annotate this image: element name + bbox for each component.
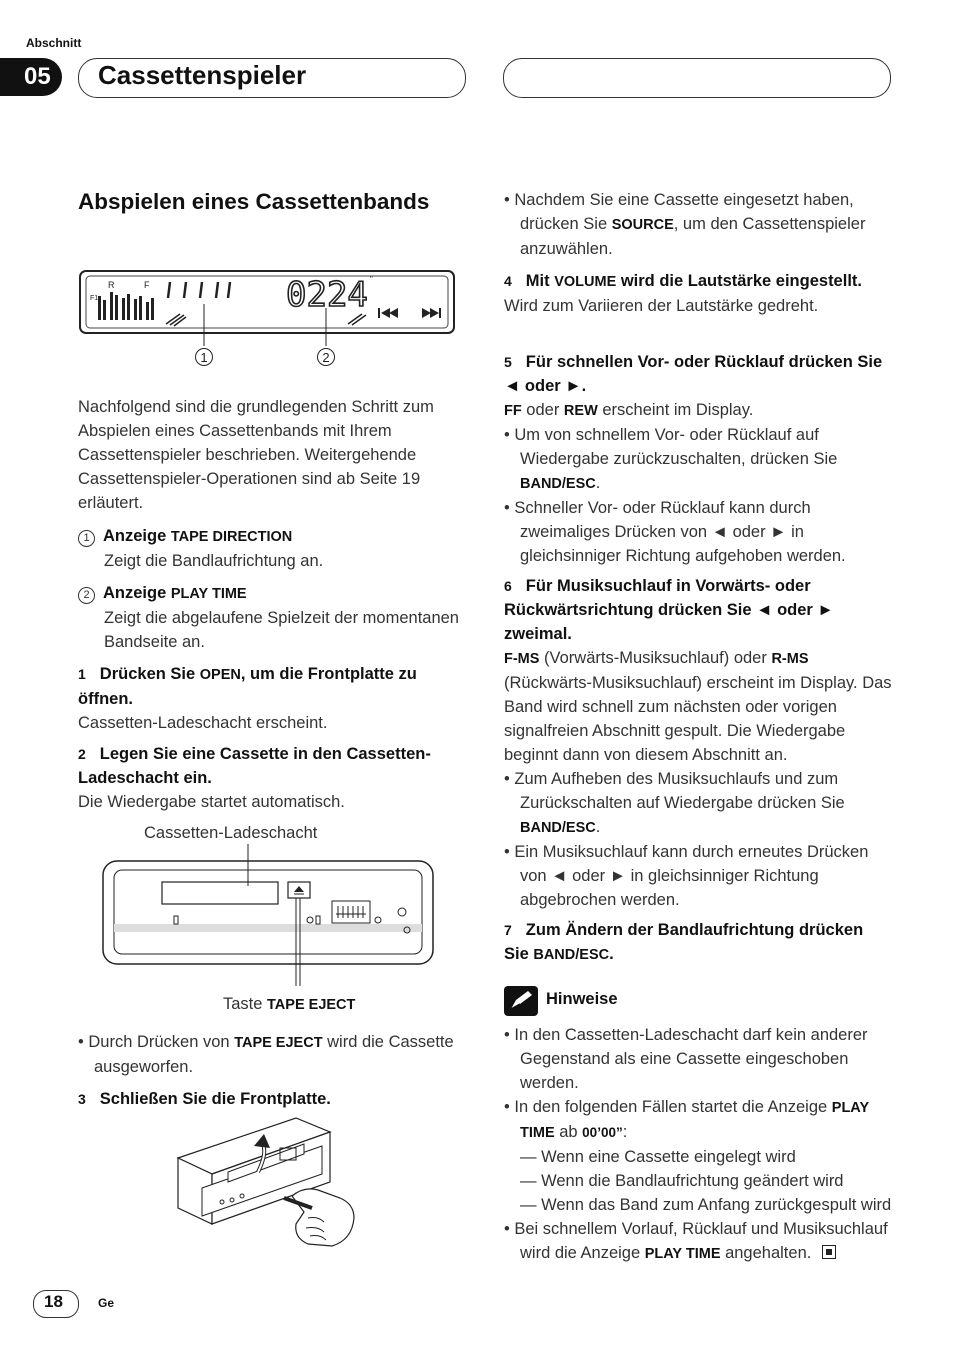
step-6: 6 Für Musiksuchlauf in Vorwärts- oder Rückwärtsrichtung drücken Sie ◄ oder ► zweimal. F-MS (Vorwärts-Musiksuchlauf) oder R-MS (Rückwärts-Musiksuchlauf) erscheint im Display. Das Band wird schnell zum nächsten oder vorigen signalfreien Abschnitt gespult. Die Wiedergabe beginnt dann von diesem Abschnitt an. • Zum Aufheben des Musiksuchlaufs und zum Zurückschalten auf Wiedergabe drücken Sie BAND/ESC. • Ein Musiksuchlauf kann durch erneutes Drücken von ◄ oder ► in gleichsinniger Richtung abgebrochen werden. [504, 577, 892, 909]
section-number: 05 [24, 63, 51, 90]
step-1: 1 Drücken Sie OPEN, um die Frontplatte zu öffnen. Cassetten-Ladeschacht erscheint. [78, 665, 417, 732]
step-2: 2 Legen Sie eine Cassette in den Cassetten-Ladeschacht ein. Die Wiedergabe startet automatisch. [78, 745, 431, 811]
callout-2: 2 [322, 350, 330, 365]
cassette-unit-illustration [100, 844, 436, 990]
step-3: 3 Schließen Sie die Frontplatte. [78, 1090, 331, 1108]
header-empty-box [503, 58, 891, 98]
figure-label-eject: Taste TAPE EJECT [223, 995, 356, 1013]
note-icon [504, 986, 538, 1016]
svg-text:": " [370, 275, 373, 284]
figure-label-slot: Cassetten-Ladeschacht [144, 824, 318, 842]
section-heading: Abspielen eines Cassettenbands [78, 189, 430, 214]
callout-1: 1 [200, 350, 208, 365]
item-play-time: 2 Anzeige PLAY TIME Zeigt die abgelaufene Spielzeit der momentanen Bandseite an. [78, 581, 466, 654]
notes-title: Hinweise [546, 990, 618, 1008]
notes-list: • In den Cassetten-Ladeschacht darf kein anderer Gegenstand als eine Cassette eingeschoben werden. • In den folgenden Fällen startet die Anzeige PLAY TIME ab 00’00”: — Wenn eine Cassette eingelegt wird — Wenn die Bandlaufrichtung geändert wird — Wenn das Band zum Anfang zurückgespult wird • Bei schnellem Vorlauf, Rücklauf und Musiksuchlauf wird die Anzeige PLAY TIME angehalten. [504, 1026, 892, 1262]
language-code: Ge [98, 1296, 115, 1310]
end-mark-icon [822, 1245, 836, 1259]
bullet-source: • Nachdem Sie eine Cassette eingesetzt haben, drücken Sie SOURCE, um den Cassettenspieler anzuwählen. [504, 191, 866, 258]
cassette-slot [162, 882, 278, 904]
step-7: 7 Zum Ändern der Bandlaufrichtung drücken Sie BAND/ESC. [504, 921, 864, 963]
section-label: Abschnitt [26, 36, 82, 50]
bullet-eject: • Durch Drücken von TAPE EJECT wird die Cassette ausgeworfen. [78, 1033, 454, 1076]
step-4: 4 Mit VOLUME wird die Lautstärke eingestellt. Wird zum Variieren der Lautstärke gedreht. [504, 272, 862, 315]
band-left-label: R [108, 280, 115, 290]
page-number: 18 [44, 1292, 63, 1311]
intro-paragraph: Nachfolgend sind die grundlegenden Schritt zum Abspielen eines Cassettenbands mit Ihrem Cassettenspieler beschrieben. Weitergehende Cassettenspieler-Operationen sind ab Seite 19 erläutert. [78, 398, 434, 512]
item-tape-direction: 1 Anzeige TAPE DIRECTION Zeigt die Bandlaufrichtung an. [78, 524, 466, 573]
band-right-label: F [144, 280, 150, 290]
step-5: 5 Für schnellen Vor- oder Rücklauf drücken Sie ◄ oder ►. FF oder REW erscheint im Display. • Um von schnellem Vor- oder Rücklauf auf Wiedergabe zurückzuschalten, drücken Sie BAND/ESC. • Schneller Vor- oder Rücklauf kann durch zweimaliges Drücken von ◄ oder ► in gleichsinniger Richtung aufgehoben werden. [504, 353, 883, 565]
chapter-title: Cassettenspieler [98, 60, 307, 90]
play-time-readout: 0224 [286, 275, 368, 315]
display-illustration [78, 268, 456, 368]
front-panel-illustration [172, 1112, 362, 1254]
f1-label: F1 [90, 295, 99, 302]
